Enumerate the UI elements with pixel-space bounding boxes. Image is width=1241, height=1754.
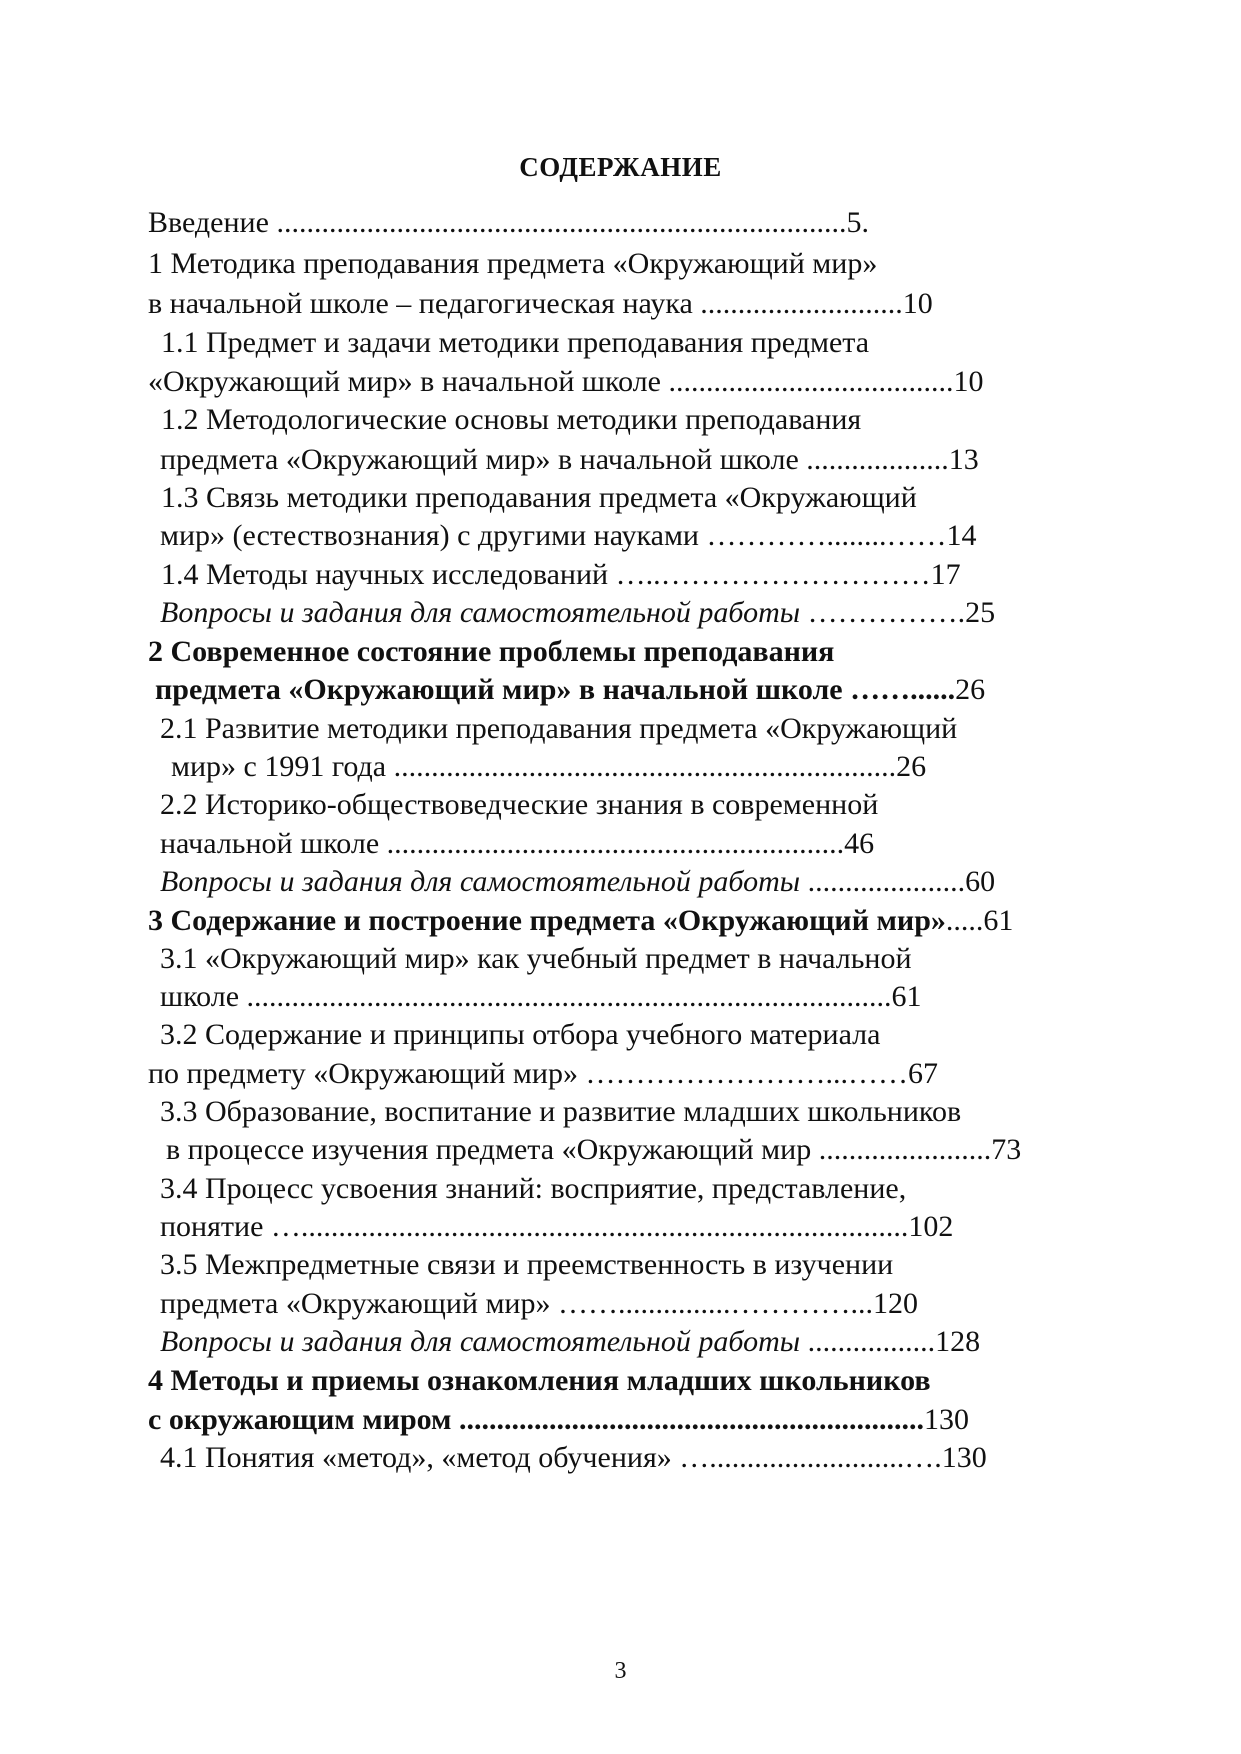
toc-entry — [148, 244, 877, 284]
toc-entry — [161, 478, 917, 518]
toc-entry-leader: ................. — [800, 1325, 936, 1358]
toc-entry-page: 67 — [907, 1057, 938, 1090]
toc-entry-page: ..120 — [857, 1287, 918, 1320]
toc-entry-title: предмета «Окружающий мир» в начальной школе — [155, 673, 843, 706]
toc-entry-page: 130 — [941, 1441, 987, 1474]
toc-entry-leader: ............................................................................ — [268, 206, 847, 239]
toc-entry-leader: .............................................................. — [451, 1403, 924, 1436]
toc-entry-leader: ..................................................................................... — [239, 980, 885, 1013]
toc-entry-title: Введение — [148, 206, 269, 239]
toc-entry-leader: ……...... — [842, 673, 956, 706]
toc-entry-page: .61 — [884, 980, 922, 1013]
toc-entry-title: 3.2 Содержание и принципы отбора учебного материала — [160, 1018, 881, 1051]
toc-entry-title: понятие — [160, 1210, 264, 1243]
toc-entry — [155, 670, 985, 710]
toc-entry-leader: …..........................…. — [671, 1441, 942, 1474]
toc-entry-leader: …................................................................................. — [263, 1210, 909, 1243]
toc-entry-page: .46 — [836, 827, 875, 860]
toc-entry-leader: ............................................................ — [379, 827, 837, 860]
toc-entry-page: .25 — [957, 596, 996, 629]
toc-entry-page: 10 — [953, 365, 984, 398]
toc-entry — [160, 593, 995, 633]
toc-entry-title: в процессе изучения предмета «Окружающий мир — [166, 1133, 812, 1166]
toc-entry — [148, 362, 983, 402]
toc-entry — [160, 785, 878, 825]
toc-entry-leader: .................................................................. — [386, 750, 889, 783]
toc-entry-title: по предмету «Окружающий мир» — [148, 1057, 578, 1090]
toc-entry-page: 5. — [846, 206, 869, 239]
toc-entry — [160, 824, 874, 864]
toc-entry — [160, 440, 979, 480]
toc-entry — [160, 862, 995, 902]
toc-entry-title: 3.5 Межпредметные связи и преемственность в изучении — [160, 1248, 894, 1281]
toc-entry-title: 1.2 Методологические основы методики преподавания — [161, 403, 862, 436]
toc-entry-leader: ……...............…………. — [550, 1287, 858, 1320]
toc-entry-page: 13 — [948, 443, 979, 476]
toc-entry — [160, 516, 977, 556]
toc-entry-title: 2 Современное состояние проблемы преподавания — [148, 635, 835, 668]
toc-entry-title: мир» с 1991 года — [171, 750, 387, 783]
toc-entry-title: 4 Методы и приемы ознакомления младших школьников — [148, 1364, 931, 1397]
toc-entry-title: Вопросы и задания для самостоятельной работы — [160, 596, 801, 629]
toc-entry-title: 4.1 Понятия «метод», «метод обучения» — [160, 1441, 672, 1474]
toc-entry-title: 2.2 Историко-обществоведческие знания в современной — [160, 788, 879, 821]
toc-entry — [148, 1361, 931, 1401]
toc-entry — [148, 1054, 938, 1094]
toc-entry-title: начальной школе — [160, 827, 380, 860]
toc-entry-page: 14 — [946, 519, 977, 552]
toc-entry-page: 61 — [983, 904, 1014, 937]
toc-entry-title: 3.3 Образование, воспитание и развитие младших школьников — [160, 1095, 962, 1128]
page-number: 3 — [614, 1658, 627, 1684]
toc-entry-title: 3 Содержание и построение предмета «Окружающий мир» — [148, 904, 946, 937]
toc-entry-page: 102 — [908, 1210, 954, 1243]
toc-entry-title: Вопросы и задания для самостоятельной работы — [160, 865, 801, 898]
toc-entry-title: 1 Методика преподавания предмета «Окружающий мир» — [148, 247, 878, 280]
toc-entry-title: «Окружающий мир» в начальной школе — [148, 365, 661, 398]
toc-entry — [148, 203, 869, 243]
toc-entry-leader: ..... — [945, 904, 984, 937]
toc-entry — [148, 284, 933, 324]
toc-entry-title: 1.4 Методы научных исследований — [161, 558, 609, 591]
toc-entry-title: предмета «Окружающий мир» в начальной школе — [160, 443, 799, 476]
toc-entry — [160, 1438, 987, 1478]
toc-entry-leader: ..................... — [800, 865, 966, 898]
toc-entry-page: 10 — [902, 287, 933, 320]
toc-entry-title: 1.3 Связь методики преподавания предмета «Окружающий — [161, 481, 917, 514]
toc-entry-page: 60 — [965, 865, 996, 898]
toc-entry-title: 2.1 Развитие методики преподавания предмета «Окружающий — [160, 712, 958, 745]
toc-entry-leader: ……………………...…… — [577, 1057, 908, 1090]
toc-entry — [160, 1092, 961, 1132]
toc-entry-title: с окружающим миром — [148, 1403, 452, 1436]
toc-entry — [166, 1130, 1021, 1170]
toc-entry — [160, 1322, 980, 1362]
toc-entry — [160, 977, 922, 1017]
toc-entry-page: 73 — [991, 1133, 1022, 1166]
toc-entry-title: в начальной школе – педагогическая наука — [148, 287, 693, 320]
toc-entry-title: 3.1 «Окружающий мир» как учебный предмет в начальной — [160, 942, 912, 975]
toc-entry-leader: ...................................... — [660, 365, 954, 398]
toc-entry-page: .26 — [888, 750, 927, 783]
toc-entry — [160, 1207, 953, 1247]
toc-entry-leader: ........................... — [692, 287, 903, 320]
toc-entry-title: 3.4 Процесс усвоения знаний: восприятие, представление, — [160, 1172, 907, 1205]
toc-entry-title: предмета «Окружающий мир» — [160, 1287, 551, 1320]
toc-entry — [161, 400, 861, 440]
toc-entry-page: 26 — [955, 673, 986, 706]
toc-entry-title: 1.1 Предмет и задачи методики преподавания предмета — [161, 326, 870, 359]
toc-entry — [160, 1169, 906, 1209]
toc-entry — [171, 747, 926, 787]
toc-entry — [160, 939, 912, 979]
toc-entry — [160, 1245, 893, 1285]
toc-entry-title: мир» (естествознания) с другими науками — [160, 519, 699, 552]
toc-heading: СОДЕРЖАНИЕ — [519, 152, 722, 182]
toc-entry-page: 128 — [935, 1325, 981, 1358]
toc-entry-leader: …………........…… — [699, 519, 947, 552]
toc-entry — [161, 555, 961, 595]
toc-entry-page: 17 — [930, 558, 961, 591]
toc-entry — [160, 1284, 918, 1324]
toc-entry-title: Вопросы и задания для самостоятельной работы — [160, 1325, 801, 1358]
toc-entry-title: школе — [160, 980, 240, 1013]
toc-entry — [148, 1400, 969, 1440]
toc-entry — [148, 901, 1013, 941]
toc-entry — [161, 323, 869, 363]
toc-entry-leader: ....................... — [811, 1133, 992, 1166]
toc-entry — [160, 1015, 880, 1055]
toc-entry-page: 130 — [924, 1403, 969, 1436]
toc-entry-leader: ................... — [798, 443, 949, 476]
toc-entry-leader: …………… — [800, 596, 958, 629]
toc-entry — [160, 709, 957, 749]
toc-entry — [148, 632, 834, 672]
toc-entry-leader: …..……………………… — [608, 558, 931, 591]
